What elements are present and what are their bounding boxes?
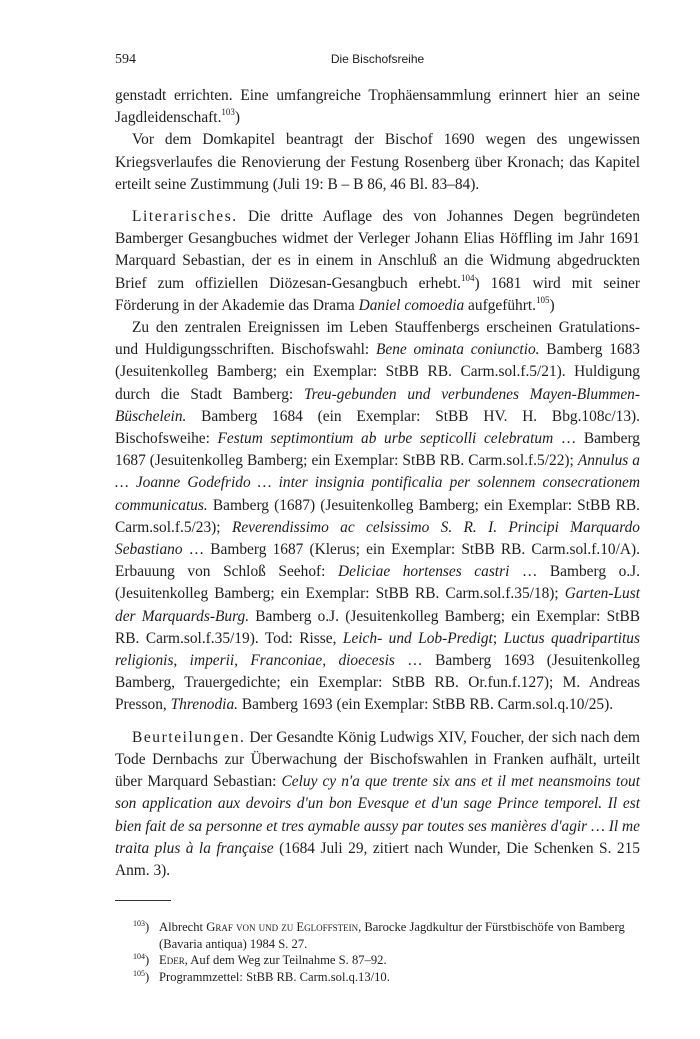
page-header [115, 52, 640, 70]
footnote-ref-105[interactable]: 105 [536, 294, 550, 305]
footnote-104: $^{104}$) Eder, Auf dem Weg zur Teilnahme S. 87–92. [133, 952, 387, 968]
paragraph-schriften: Zu den zentralen Ereignissen im Leben Stauffenbergs erscheinen Gratulations- und Huldigungsschriften. Bischofswahl: Bene ominata coniunctio. Bamberg 1683 (Jesuitenkolleg Bamberg; ein Exemplar: StBB RB. Carm.sol.f.5/21). Huldigung durch die Stadt Bamberg: Treu-gebunden und verbundenes Mayen-Blummen-Büschelein. Bamberg 1684 (ein Exemplar: StBB HV. H. Bbg.108c/13). Bischofsweihe: Festum septimontium ab urbe septicolli celebratum … Bamberg 1687 (Jesuitenkolleg Bamberg; ein Exemplar: StBB RB. Carm.sol.f.5/22); Annulus a … Joanne Godefrido … inter insignia pontificalia per solennem consecrationem communicatus. Bamberg (1687) (Jesuitenkolleg Bamberg; ein Exemplar: StBB RB. Carm.sol.f.5/23); Reverendissimo ac celsissimo S. R. I. Principi Marquardo Sebastiano … Bamberg 1687 (Klerus; ein Exemplar: StBB RB. Carm.sol.f.10/A). Erbauung von Schloß Seehof: Deliciae hortenses castri … Bamberg o.J. (Jesuitenkolleg Bamberg; ein Exemplar: StBB RB. Carm.sol.f.35/18); Garten-Lust der Marquards-Burg. Bamberg o.J. (Jesuitenkolleg Bamberg; ein Exemplar: StBB RB. Carm.sol.f.35/19). Tod: Risse, Leich- und Lob-Predigt; Luctus quadripartitus religionis, imperii, Franconiae, dioecesis … Bamberg 1693 (Jesuitenkolleg Bamberg, Trauergedichte; ein Exemplar: StBB RB. Or.fun.f.127); M. Andreas Presson, Threnodia. Bamberg 1693 (ein Exemplar: StBB RB. Carm.sol.q.10/25). [115, 319, 641, 714]
paragraph-2: Vor dem Domkapitel beantragt der Bischof 1690 wegen des ungewissen Kriegsverlaufes die Renovierung der Festung Rosenberg über Kronach; das Kapitel erteilt seine Zustimmung (Juli 19: B – B 86, 46 Bl. 83–84). [115, 131, 640, 193]
page-number: 594 [115, 52, 136, 67]
footnote-105: $^{105}$) Programmzettel: StBB RB. Carm.sol.q.13/10. [133, 968, 390, 984]
section-heading-beurteilungen: Beurteilungen. [132, 728, 246, 746]
paragraph-literarisches: Literarisches. Die dritte Auflage des von Johannes Degen begründeten Bamberger Gesangbuches widmet der Verleger Johann Elias Höffling im Jahr 1691 Marquard Sebastian, der es in einem in Anschluß an die Widmung abgedruckten Brief zum offiziellen Diözesan-Gesangbuch erhebt.$^{104}$) 1681 wird mit seiner Förderung in der Akademie das Drama Daniel comoedia aufgeführt.$^{105}$) [115, 208, 640, 314]
footnote-divider [115, 900, 171, 901]
body-text [115, 85, 640, 882]
page [115, 52, 640, 985]
footnote-ref-103[interactable]: 103 [221, 107, 235, 118]
paragraph-1: genstadt errichten. Eine umfangreiche Trophäensammlung erinnert hier an seine Jagdleidenschaft.$^{103}$) [115, 87, 640, 127]
section-heading-literarisches: Literarisches. [132, 208, 238, 226]
running-title: Die Bischofsreihe [330, 52, 425, 66]
footnote-ref-104[interactable]: 104 [460, 272, 475, 283]
footnotes [115, 919, 640, 985]
footnote-103: $^{103}$) Albrecht Graf von und zu Egloffstein, Barocke Jagdkultur der Fürstbischöfe von Bamberg (Bavaria antiqua) 1984 S. 27. [133, 919, 625, 951]
paragraph-beurteilungen: Beurteilungen. Der Gesandte König Ludwigs XIV, Foucher, der sich nach dem Tode Dernbachs zur Überwachung der Bischofswahlen in Franken aufhält, urteilt über Marquard Sebastian: Celuy cy n'a que trente six ans et il met neansmoins tout son application aux devoirs d'un bon Evesque et d'un sage Prince temporel. Il est bien fait de sa personne et tres aymable aussy par toutes ses manières d'agir … Il me traita plus à la française (1684 Juli 29, zitiert nach Wunder, Die Schenken S. 215 Anm. 3). [115, 728, 640, 879]
